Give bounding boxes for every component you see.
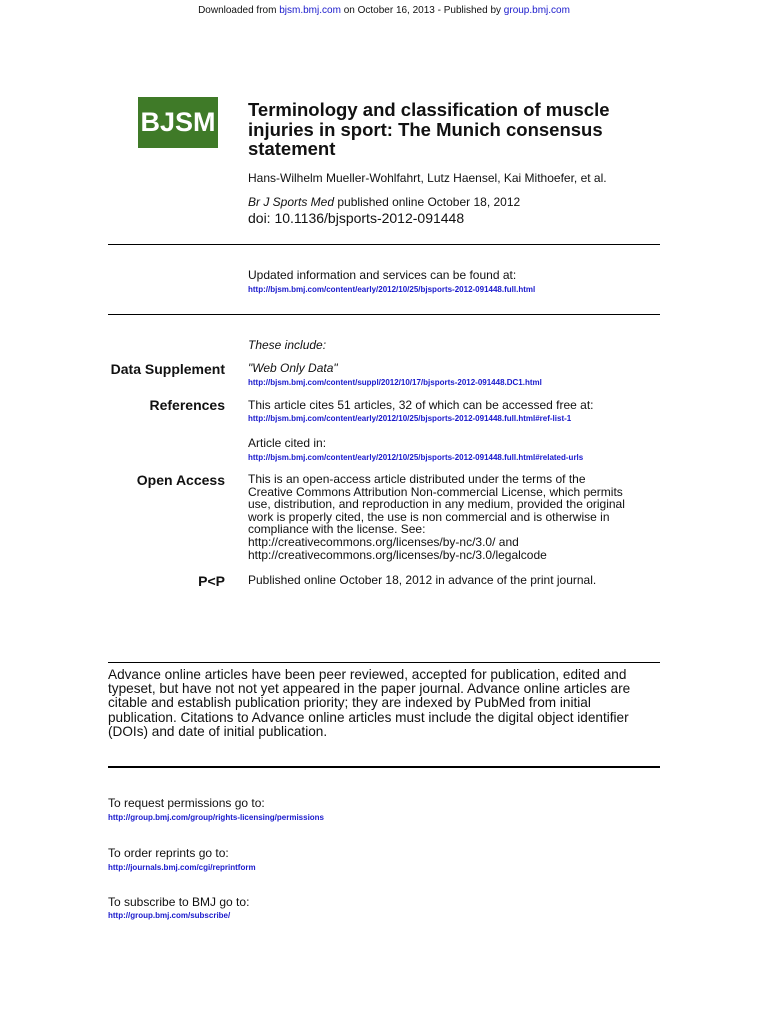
article-doi: doi: 10.1136/bjsports-2012-091448 bbox=[248, 210, 465, 226]
journal-name: Br J Sports Med bbox=[248, 195, 335, 209]
logo-text: BJSM bbox=[140, 107, 216, 137]
data-supplement-title: "Web Only Data" bbox=[248, 361, 338, 375]
open-access-line: use, distribution, and reproduction in any medium, provided the original bbox=[248, 497, 625, 512]
subscribe-text: To subscribe to BMJ go to: bbox=[108, 895, 250, 909]
open-access-label: Open Access bbox=[136, 472, 225, 488]
open-access-line: This is an open-access article distributed under the terms of the bbox=[248, 472, 586, 486]
subscribe-link[interactable]: http://group.bmj.com/subscribe/ bbox=[108, 911, 231, 920]
advance-line: publication. Citations to Advance online articles must include the digital object identifier bbox=[108, 709, 629, 725]
references-link[interactable]: http://bjsm.bmj.com/content/early/2012/10/25/bjsports-2012-091448.full.html#ref-list-1 bbox=[248, 414, 572, 423]
journal-published: published online October 18, 2012 bbox=[337, 195, 521, 209]
data-supplement-link[interactable]: http://bjsm.bmj.com/content/suppl/2012/10/17/bjsports-2012-091448.DC1.html bbox=[248, 378, 542, 387]
banner-prefix: Downloaded from bbox=[198, 5, 277, 16]
permissions-text: To request permissions go to: bbox=[108, 796, 265, 810]
divider bbox=[108, 244, 660, 245]
reprints-text: To order reprints go to: bbox=[108, 846, 229, 860]
banner-publisher-link[interactable]: group.bmj.com bbox=[503, 5, 570, 16]
cited-in-link[interactable]: http://bjsm.bmj.com/content/early/2012/10/25/bjsports-2012-091448.full.html#related-urls bbox=[248, 453, 584, 462]
advance-online-notice bbox=[108, 668, 664, 739]
permissions-link[interactable]: http://group.bmj.com/group/rights-licensing/permissions bbox=[108, 813, 325, 822]
banner-middle: on October 16, 2013 - Published by bbox=[343, 5, 502, 16]
references-label: References bbox=[149, 397, 225, 413]
data-supplement-label: Data Supplement bbox=[110, 361, 225, 377]
updated-info-text: Updated information and services can be found at: bbox=[248, 268, 517, 282]
banner-site-link[interactable]: bjsm.bmj.com bbox=[279, 5, 341, 16]
open-access-line: http://creativecommons.org/licenses/by-nc/3.0/legalcode bbox=[248, 547, 547, 562]
open-access-line: Creative Commons Attribution Non-commercial License, which permits bbox=[248, 484, 623, 499]
cited-in-text: Article cited in: bbox=[248, 436, 327, 450]
advance-line: citable and establish publication priority; they are indexed by PubMed from initial bbox=[108, 695, 591, 711]
pp-text: Published online October 18, 2012 in advance of the print journal. bbox=[248, 573, 597, 587]
advance-line: (DOIs) and date of initial publication. bbox=[108, 723, 328, 739]
divider bbox=[108, 766, 660, 768]
open-access-text bbox=[248, 473, 668, 561]
divider bbox=[108, 662, 660, 663]
advance-line: Advance online articles have been peer reviewed, accepted for publication, edited and bbox=[108, 667, 627, 682]
updated-info-link[interactable]: http://bjsm.bmj.com/content/early/2012/10/25/bjsports-2012-091448.full.html bbox=[248, 285, 536, 294]
references-text: This article cites 51 articles, 32 of which can be accessed free at: bbox=[248, 398, 594, 412]
advance-line: typeset, but have not not yet appeared in the paper journal. Advance online articles are bbox=[108, 681, 631, 697]
reprints-link[interactable]: http://journals.bmj.com/cgi/reprintform bbox=[108, 863, 256, 872]
download-banner bbox=[0, 5, 768, 16]
open-access-line: work is properly cited, the use is non commercial and is otherwise in bbox=[248, 509, 610, 524]
article-authors: Hans-Wilhelm Mueller-Wohlfahrt, Lutz Haensel, Kai Mithoefer, et al. bbox=[248, 171, 607, 185]
article-title: Terminology and classification of muscle injuries in sport: The Munich consensus statement bbox=[248, 99, 610, 159]
divider bbox=[108, 314, 660, 315]
open-access-line: compliance with the license. See: bbox=[248, 522, 426, 537]
includes-heading: These include: bbox=[248, 338, 327, 352]
open-access-line: http://creativecommons.org/licenses/by-nc/3.0/ and bbox=[248, 534, 519, 549]
article-journal bbox=[248, 195, 520, 209]
bjsm-logo bbox=[138, 97, 218, 148]
pp-label: P<P bbox=[198, 573, 225, 589]
